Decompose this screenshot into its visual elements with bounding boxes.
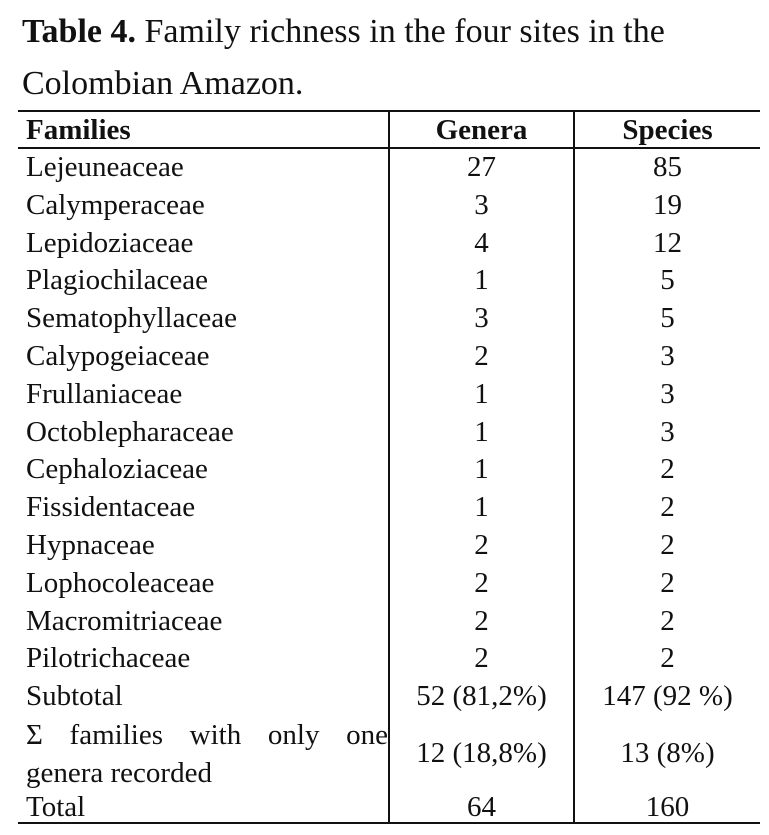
table-row [18,414,760,452]
genera-count: 1 [389,414,574,452]
genera-count: 1 [389,376,574,414]
table-body [18,148,760,823]
species-count: 3 [574,338,760,376]
table-row [18,262,760,300]
species-count: 2 [574,527,760,565]
header-families: Families [18,111,389,148]
genera-count: 1 [389,451,574,489]
family-name: Octoblepharaceae [26,415,234,448]
subtotal-label: Subtotal [26,680,123,713]
table-row [18,300,760,338]
table-row [18,187,760,225]
table-row [18,338,760,376]
genera-count: 2 [389,640,574,678]
genera-count: 2 [389,565,574,603]
table-row [18,603,760,641]
genera-count: 2 [389,527,574,565]
single-genera-genera: 12 (18,8%) [389,716,574,792]
species-count: 12 [574,225,760,263]
total-row [18,792,760,823]
total-label: Total [18,792,389,823]
genera-count: 2 [389,603,574,641]
total-genera: 64 [389,792,574,823]
family-name: Sematophyllaceae [26,302,237,335]
table-row [18,451,760,489]
table-row [18,225,760,263]
table-row [18,640,760,678]
species-count: 3 [574,376,760,414]
genera-count: 3 [389,187,574,225]
subtotal-row [18,678,760,716]
genera-count: 1 [389,489,574,527]
header-species: Species [574,111,760,148]
genera-count: 3 [389,300,574,338]
caption-label: Table 4. [22,13,137,50]
species-count: 3 [574,414,760,452]
species-count: 2 [574,603,760,641]
family-name: Calypogeiaceae [26,339,210,372]
table-row [18,565,760,603]
species-count: 2 [574,640,760,678]
species-count: 5 [574,262,760,300]
family-name: Cephaloziaceae [26,453,208,486]
single-genera-label-line1: Σ families with only one [26,718,388,751]
genera-count: 1 [389,262,574,300]
table-header-row [18,111,760,148]
species-count: 5 [574,300,760,338]
single-genera-label [18,716,389,792]
subtotal-genera: 52 (81,2%) [389,678,574,716]
subtotal-species: 147 (92 %) [574,678,760,716]
genera-count: 27 [389,148,574,187]
single-genera-row [18,716,760,792]
family-name: Calymperaceae [26,188,205,221]
species-count: 85 [574,148,760,187]
family-name: Lepidoziaceae [26,226,194,259]
total-species: 160 [574,792,760,823]
caption-text: Family richness in the four sites in the Colombian Amazon. [22,13,665,102]
family-name: Lophocoleaceae [26,566,215,599]
genera-count: 4 [389,225,574,263]
header-genera: Genera [389,111,574,148]
family-name: Fissidentaceae [26,491,196,524]
table-row [18,376,760,414]
table-row [18,527,760,565]
species-count: 19 [574,187,760,225]
family-name: Plagiochilaceae [26,264,208,297]
species-count: 2 [574,565,760,603]
table-caption [22,6,762,110]
species-count: 2 [574,451,760,489]
single-genera-label-line2: genera recorded [26,756,212,789]
family-name: Frullaniaceae [26,377,183,410]
family-richness-table [18,110,760,824]
table-row [18,489,760,527]
family-name: Pilotrichaceae [26,642,191,675]
species-count: 2 [574,489,760,527]
single-genera-species: 13 (8%) [574,716,760,792]
family-name: Lejeuneaceae [26,151,184,183]
family-name: Hypnaceae [26,528,155,561]
family-name: Macromitriaceae [26,604,223,637]
table-row [18,148,760,187]
genera-count: 2 [389,338,574,376]
